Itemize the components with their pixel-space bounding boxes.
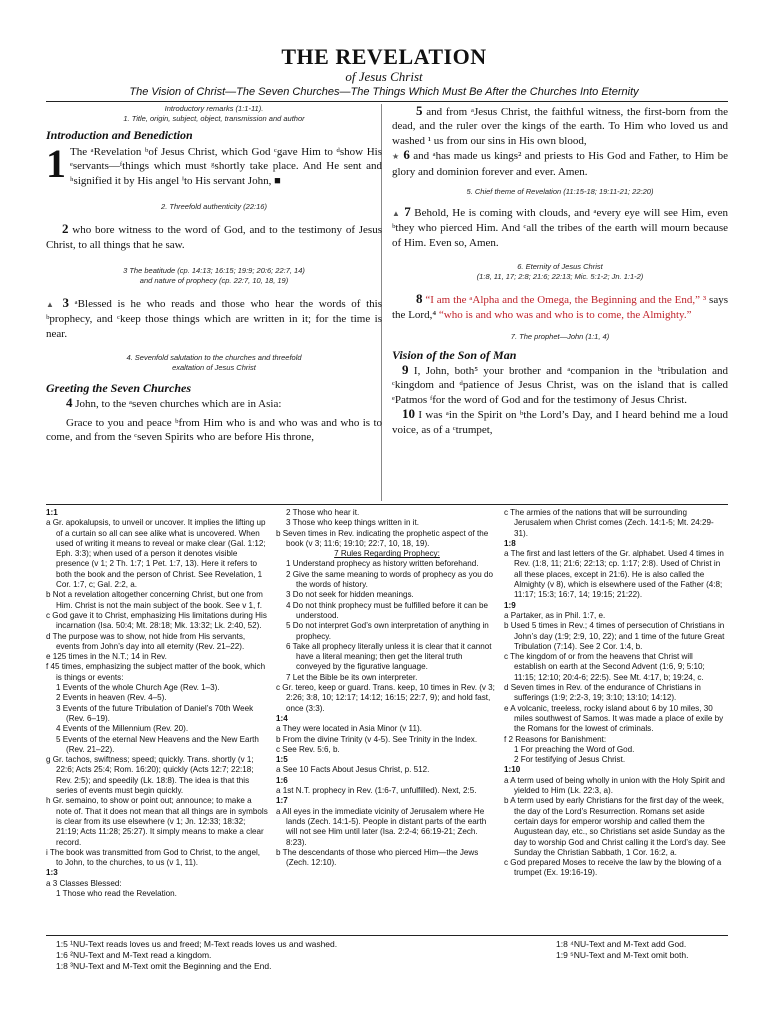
verse-number: 8	[416, 291, 423, 307]
verse-8	[392, 292, 728, 322]
verse-text: I, John, both⁵ your brother and ᵃcompanion in the ᵇtribulation and ᶜkingdom and ᵈpatience of Jesus Christ, was on the island that is called ᵉPatmos ᶠfor the word of God and for the testimony of Jesus Christ.	[392, 365, 729, 406]
note-entry: d Seven times in Rev. of the endurance of Christians in sufferings (1:9; 2:2-3, 19; 3:10; 13:10; 14:12).	[504, 683, 701, 703]
verse-text: who bore witness to the word of God, and to the testimony of Jesus Christ, to all things that he saw.	[46, 224, 382, 251]
note-entry: a The first and last letters of the Gr. alphabet. Used 4 times in Rev. (1:8, 11; 21:6; 22:13; cp. 1:17; 2:8). Used of Christ in all these places, except in 21:6). He is also called the Almighty (v 8), which is elsewhere used of the Father (4:8; 11:17; 15:3; 16:7, 14; 19:15; 21:22).	[504, 549, 724, 600]
verse-number: 10	[402, 406, 415, 422]
verse-text: ᵃBlessed is he who reads and those who hear the words of this ᵇprophecy, and ᶜkeep those things which are written in it; for the time is near.	[46, 298, 383, 340]
triangle-marker-icon: ▲	[46, 300, 57, 310]
verse-6	[392, 148, 728, 179]
note-reference: 1:3	[46, 868, 58, 878]
editorial-note: 2. Threefold authenticity (22:16)	[161, 202, 267, 212]
note-entry: c God gave it to Christ, emphasizing His limitations during His incarnation (Isa. 50:4; Mt. 28:18; Mk. 13:32; Lk. 2:40, 52).	[46, 610, 267, 631]
note-entry: e A volcanic, treeless, rocky island about 6 by 10 miles, 30 miles southwest of Samos. It was made a place of exile by the Romans for the lowest of criminals.	[504, 703, 724, 734]
verse-number: 6	[403, 147, 410, 163]
note-reference: 1:7	[276, 796, 288, 806]
book-title: THE REVELATION	[281, 44, 487, 69]
textual-note: 1:5 ¹NU-Text reads loves us and freed; M-Text reads loves us and washed.	[56, 939, 338, 949]
verse-4	[46, 396, 382, 411]
right-text-column	[392, 104, 728, 437]
note-entry: b From the divine Trinity (v 4-5). See Trinity in the Index.	[276, 734, 478, 744]
textual-note: 1:9 ⁵NU-Text and M-Text omit both.	[556, 950, 689, 960]
note-reference: 1:1	[46, 508, 58, 517]
note-entry: f 45 times, emphasizing the subject matter of the book, which is things or events:	[46, 662, 266, 682]
note-entry: h Gr. semaino, to show or point out; announce; to make a note of. That it does not mean that all things are in symbols is clear from its use elsewhere (v 1; Jn. 12:33; 18:32; 21:19; Acts 11:28; 25:27). It simply means to make a clear record.	[46, 796, 268, 847]
textual-note: 1:6 ²NU-Text and M-Text read a kingdom.	[56, 950, 212, 960]
note-entry: a 1st N.T. prophecy in Rev. (1:6-7, unfulfilled). Next, 2:5.	[276, 786, 477, 796]
note-entry: c The armies of the nations that will be surrounding Jerusalem when Christ comes (Zech. 14:1-5; Mt. 24:29-31).	[504, 508, 714, 538]
note-entry: a All eyes in the immediate vicinity of Jerusalem where He lands (Zech. 14:1-5). People in distant parts of the earth will not see Him until later (Isa. 2:2-4; 66:19-21; Zech. 8:23).	[276, 806, 487, 847]
left-text-column	[46, 104, 382, 444]
note-entry: 2 For testifying of Jesus Christ.	[514, 755, 626, 765]
note-entry: b Seven times in Rev. indicating the prophetic aspect of the book (v 3; 11:6; 19:10; 22:7, 10, 18, 19).	[276, 528, 489, 548]
verse-9	[392, 363, 728, 407]
note-entry: 1 For preaching the Word of God.	[514, 744, 635, 754]
verse-3	[46, 296, 382, 341]
verse-number: 7	[404, 204, 411, 220]
editorial-note: (1:8, 11, 17; 2:8; 21:6; 22:13; Mic. 5:1-2; Jn. 1:1-2)	[476, 272, 644, 282]
note-entry: a They were located in Asia Minor (v 11).	[276, 724, 422, 734]
note-entry: i The book was transmitted from God to Christ, to the angel, to John, to the churches, to us (v 1, 11).	[46, 847, 260, 868]
textual-note: 1:8 ³NU-Text and M-Text omit the Beginning and the End.	[56, 961, 272, 971]
note-entry: 6 Take all prophecy literally unless it is clear that it cannot have a literal meaning; then get the literal truth conveyed by the figurative language.	[286, 641, 492, 672]
note-entry: 3 Events of the future Tribulation of Daniel’s 70th Week (Rev. 6–19).	[56, 703, 254, 723]
note-entry: a 3 Classes Blessed:	[46, 878, 122, 888]
notes-column-2	[276, 508, 498, 868]
editorial-note: 3 The beatitude (cp. 14:13; 16:15; 19:9; 20:6; 22:7, 14)	[123, 266, 305, 276]
note-entry: 2 Those who hear it.	[286, 508, 360, 517]
note-entry: 5 Do not interpret God’s own interpretation of anything in prophecy.	[286, 621, 489, 641]
book-tagline: The Vision of Christ—The Seven Churches—The Things Which Must Be After the Churches Into Eternity	[129, 86, 639, 98]
note-entry: 7 Rules Regarding Prophecy:	[334, 549, 440, 559]
editorial-note: and nature of prophecy (cp. 22:7, 10, 18, 19)	[139, 276, 289, 286]
verse-text: and ᵃhas made us kings² and priests to His God and Father, to Him be glory and dominion forever and ever. Amen.	[392, 150, 729, 178]
verse-2	[46, 222, 382, 252]
note-entry: 1 Events of the whole Church Age (Rev. 1–3).	[56, 683, 220, 693]
editorial-note: 5. Chief theme of Revelation (11:15-18; 19:11-21; 22:20)	[466, 187, 654, 197]
verse-number: 3	[62, 295, 69, 311]
verse-text: and from ᵃJesus Christ, the faithful witness, the first-born from the dead, and the ruler over the kings of the earth. To Him who loved us and washed ¹ us from our sins in His own blood,	[392, 106, 729, 147]
note-entry: b Not a revelation altogether concerning Christ, but one from Him. Christ is not the main subject of the book. See v 1, f.	[46, 590, 263, 610]
note-entry: 4 Events of the Millennium (Rev. 20).	[56, 724, 189, 734]
verse-text: John, to the ᵃseven churches which are in Asia:	[75, 398, 282, 411]
verse-text: Behold, He is coming with clouds, and ᵃevery eye will see Him, even ᵇthey who pierced Him. And ᶜall the tribes of the earth will mourn because of Him. Even so, Amen.	[392, 207, 729, 249]
editorial-note: exaltation of Jesus Christ	[172, 363, 256, 373]
note-entry: b A term used by early Christians for the first day of the week, the day of the Lord’s Resurrection. Romans set aside certain days for emperor worship and called them the Augustean day, etc., so Christians set aside Sunday as the day to worship God and Christ calling it the Lord’s day. See Sunday the Christian Sabbath, 1 Cor. 16:2, a.	[504, 796, 726, 857]
verse-7	[392, 205, 728, 250]
editorial-note: 7. The prophet—John (1:1, 4)	[510, 332, 610, 342]
note-entry: 5 Events of the eternal New Heavens and the New Earth (Rev. 21–22).	[56, 734, 259, 754]
note-entry: a Partaker, as in Phil. 1:7, e.	[504, 610, 606, 620]
note-entry: 7 Let the Bible be its own interpreter.	[286, 672, 418, 682]
verse-number: 4	[66, 395, 73, 411]
verse-number: 9	[402, 362, 409, 378]
note-reference: 1:4	[276, 713, 288, 723]
verse-text: The ᵃRevelation ᵇof Jesus Christ, which God ᶜgave Him to ᵈshow His ᵉservants—ᶠthings which must ᵍshortly take place. And He sent and ʰsignified it by His angel ⁱto His servant John, ■	[70, 146, 382, 187]
words-of-christ: “who is and who was and who is to come, the Almighty.”	[438, 308, 692, 321]
note-entry: 3 Do not seek for hidden meanings.	[286, 590, 414, 600]
editorial-note: Introductory remarks (1:1-11).	[164, 104, 264, 113]
note-reference: 1:9	[504, 600, 516, 610]
note-entry: c God prepared Moses to receive the law by the blowing of a trumpet (Ex. 19:16-19).	[504, 858, 722, 878]
note-entry: b The descendants of those who pierced Him—the Jews (Zech. 12:10).	[276, 847, 479, 868]
note-entry: 2 Give the same meaning to words of prophecy as you do the words of history.	[286, 569, 493, 590]
note-entry: a Gr. apokalupsis, to unveil or uncover. It implies the lifting up of a curtain so all can see alike what is uncovered. When used of writing it means to reveal or make clear (Gal. 1:12; Eph. 3:3); when used of a person it denotes visible presence (v 1; 2 Th. 1:7; 1 Pet. 1:7, 13). Here it refers to both the book and the person of Christ. See Revelation, 1 Cor. 1:7, c; Gal. 2:2, a.	[46, 518, 266, 590]
note-entry: f 2 Reasons for Banishment:	[504, 734, 607, 744]
header-rule	[46, 101, 728, 102]
textual-note: 1:8 ⁴NU-Text and M-Text add God.	[556, 939, 687, 949]
notes-rule	[46, 504, 728, 505]
note-entry: c The kingdom of or from the heavens that Christ will establish on earth at the Second Advent (1:6, 9; 5:10; 11:15; 12:10; 20:4-6; 22:5). See Mt. 4:17, b; 19:24, c.	[504, 652, 705, 682]
note-entry: a See 10 Facts About Jesus Christ, p. 512.	[276, 765, 430, 775]
section-heading: Vision of the Son of Man	[392, 348, 517, 363]
footnote-rule	[46, 935, 728, 936]
note-entry: c Gr. tereo, keep or guard. Trans. keep, 10 times in Rev. (v 3; 2:26; 3:8, 10; 12:17; 14:12; 16:15; 22:7, 9); and hold fast, once (3:3).	[276, 683, 495, 713]
notes-column-3	[504, 508, 726, 879]
verse-1	[46, 141, 382, 188]
star-marker-icon: ★	[392, 152, 400, 162]
note-entry: a A term used of being wholly in union with the Holy Spirit and yielded to Him (Lk. 22:3, a).	[504, 775, 725, 796]
note-entry: 4 Do not think prophecy must be fulfilled before it can be understood.	[286, 600, 489, 620]
note-reference: 1:10	[504, 765, 521, 775]
verse-number: 5	[416, 103, 423, 118]
verse-text: I was ᵃin the Spirit on ᵇthe Lord’s Day, and I heard behind me a loud voice, as of a ᶜtrumpet,	[392, 409, 729, 436]
verse-5	[392, 104, 728, 148]
section-heading: Greeting the Seven Churches	[46, 381, 192, 396]
editorial-note: 6. Eternity of Jesus Christ	[517, 262, 603, 272]
note-entry: 1 Understand prophecy as history written beforehand.	[286, 559, 479, 569]
note-reference: 1:8	[504, 538, 516, 548]
editorial-note: 4. Sevenfold salutation to the churches and threefold	[126, 353, 302, 363]
section-heading: Introduction and Benediction	[46, 128, 193, 142]
verse-text: says the Lord,⁴	[392, 294, 728, 321]
triangle-marker-icon: ▲	[392, 209, 401, 219]
editorial-note: 1. Title, origin, subject, object, transmission and author	[123, 114, 305, 123]
note-entry: e 125 times in the N.T.; 14 in Rev.	[46, 652, 167, 662]
verse-number: 2	[62, 221, 69, 237]
note-reference: 1:6	[276, 775, 288, 785]
chapter-number: 1	[46, 141, 66, 186]
note-entry: d The purpose was to show, not hide from His servants, events from John’s day into all eternity (Rev. 21–22).	[46, 631, 246, 651]
note-entry: 2 Events in heaven (Rev. 4–5).	[56, 693, 167, 703]
verse-4-continued: Grace to you and peace ᵇfrom Him who is and who was and who is to come, and from the ᶜseven Spirits who are before His throne,	[46, 416, 382, 444]
note-entry: c See Rev. 5:6, b.	[276, 744, 340, 754]
book-subtitle: of Jesus Christ	[345, 69, 423, 84]
note-entry: 1 Those who read the Revelation.	[56, 888, 177, 898]
note-entry: b Used 5 times in Rev.; 4 times of persecution of Christians in John’s day (1:9; 2:9, 10, 22); and 1 time of the future Great Tribulation (7:14). See 2 Cor. 1:4, b.	[504, 621, 725, 651]
note-entry: g Gr. tachos, swiftness; speed; quickly. Trans. shortly (v 1; 22:6; Acts 25:4; Rom. 16:20); quickly (Acts 12:7; 22:18; Rev. 2:5); and speedily (Lk. 18:8). The idea is that this series of events must begin quickly.	[46, 755, 254, 796]
verse-10	[392, 407, 728, 437]
words-of-christ: “I am the ᵃAlpha and the Omega, the Beginning and the End,” ³	[425, 294, 707, 307]
note-entry: 3 Those who keep things written in it.	[286, 518, 420, 528]
notes-column-1	[46, 508, 268, 899]
note-reference: 1:5	[276, 755, 288, 765]
